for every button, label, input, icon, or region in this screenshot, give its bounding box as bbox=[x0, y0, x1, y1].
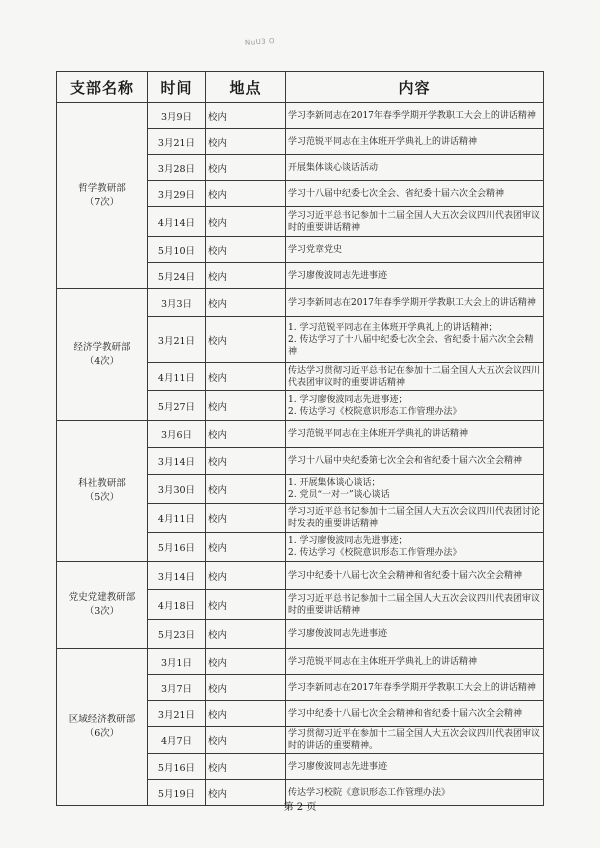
time-cell: 3月14日 bbox=[148, 448, 206, 475]
time-cell: 3月21日 bbox=[148, 129, 206, 155]
table-row bbox=[57, 103, 544, 129]
department-cell bbox=[57, 421, 148, 562]
content-cell bbox=[286, 155, 544, 181]
time-cell: 4月11日 bbox=[148, 504, 206, 533]
content-line: 学习党章党史 bbox=[288, 244, 343, 255]
place-cell: 校内 bbox=[206, 675, 286, 701]
place-cell: 校内 bbox=[206, 562, 286, 590]
content-cell bbox=[286, 754, 544, 780]
content-cell bbox=[286, 590, 544, 620]
content-cell bbox=[286, 475, 544, 504]
content-cell bbox=[286, 448, 544, 475]
department-count: （7次） bbox=[84, 196, 120, 208]
content-cell bbox=[286, 421, 544, 448]
content-line: 学习贯彻习近平在参加十二届全国人大五次会议四川代表团审议时的讲话的重要精神。 bbox=[288, 729, 541, 751]
department-count: （4次） bbox=[84, 355, 120, 367]
department-name: 科社教研部 bbox=[78, 478, 126, 489]
content-line: 学习廖俊波同志先进事迹 bbox=[288, 270, 388, 281]
place-cell: 校内 bbox=[206, 701, 286, 727]
place-cell: 校内 bbox=[206, 263, 286, 289]
content-line: 1. 开展集体谈心谈话； bbox=[288, 478, 381, 488]
place-cell: 校内 bbox=[206, 317, 286, 363]
place-cell: 校内 bbox=[206, 754, 286, 780]
content-line: 2. 传达学习《校院意识形态工作管理办法》 bbox=[288, 406, 462, 417]
time-cell: 5月16日 bbox=[148, 754, 206, 780]
time-cell: 4月11日 bbox=[148, 363, 206, 391]
content-cell bbox=[286, 289, 544, 317]
time-cell: 3月30日 bbox=[148, 475, 206, 504]
content-line: 学习范锐平同志在主体班开学典礼上的讲话精神 bbox=[288, 136, 478, 147]
time-cell: 3月1日 bbox=[148, 649, 206, 675]
content-cell bbox=[286, 237, 544, 263]
department-count: （5次） bbox=[84, 492, 120, 503]
department-name: 区域经济教研部 bbox=[68, 714, 136, 725]
content-line: 2. 传达学习了十八届中纪委七次全会、省纪委十届六次全会精神 bbox=[288, 334, 534, 357]
table-row bbox=[57, 649, 544, 675]
place-cell: 校内 bbox=[206, 207, 286, 237]
content-line: 传达学习校院《意识形态工作管理办法》 bbox=[288, 787, 451, 798]
table-row bbox=[57, 289, 544, 317]
time-cell: 3月9日 bbox=[148, 103, 206, 129]
time-cell: 3月21日 bbox=[148, 317, 206, 363]
content-cell bbox=[286, 129, 544, 155]
place-cell: 校内 bbox=[206, 181, 286, 207]
place-cell: 校内 bbox=[206, 421, 286, 448]
content-cell bbox=[286, 533, 544, 562]
department-name: 党史党建教研部 bbox=[68, 592, 136, 603]
page-number: 第 2 页 bbox=[283, 802, 317, 813]
place-cell: 校内 bbox=[206, 649, 286, 675]
content-cell bbox=[286, 504, 544, 533]
margin-scribble: NuU3 O bbox=[244, 36, 276, 48]
content-line: 学习习近平总书记参加十二届全国人大五次会议四川代表团讨论时发表的重要讲话精神 bbox=[288, 507, 541, 529]
content-line: 2. 党员“一对一”谈心谈话 bbox=[288, 490, 390, 500]
time-cell: 5月27日 bbox=[148, 391, 206, 421]
place-cell: 校内 bbox=[206, 129, 286, 155]
content-cell bbox=[286, 317, 544, 363]
department-cell bbox=[57, 289, 148, 421]
table-body bbox=[57, 103, 544, 806]
department-count: （6次） bbox=[84, 728, 120, 739]
content-line: 学习廖俊波同志先进事迹 bbox=[288, 629, 388, 639]
content-cell bbox=[286, 649, 544, 675]
content-cell bbox=[286, 181, 544, 207]
content-cell bbox=[286, 363, 544, 391]
content-line: 传达学习贯彻习近平总书记在参加十二届全国人大五次会议四川代表团审议时的重要讲话精神 bbox=[288, 365, 541, 388]
place-cell: 校内 bbox=[206, 237, 286, 263]
time-cell: 3月29日 bbox=[148, 181, 206, 207]
time-cell: 5月16日 bbox=[148, 533, 206, 562]
header-content: 内容 bbox=[286, 72, 544, 103]
department-name: 哲学教研部 bbox=[78, 182, 126, 194]
content-line: 学习十八届中纪委七次全会、省纪委十届六次全会精神 bbox=[288, 188, 505, 199]
content-line: 学习习近平总书记参加十二届全国人大五次会议四川代表团审议时的重要讲话精神 bbox=[288, 593, 541, 616]
place-cell: 校内 bbox=[206, 289, 286, 317]
place-cell: 校内 bbox=[206, 155, 286, 181]
content-cell bbox=[286, 727, 544, 754]
header-department: 支部名称 bbox=[57, 72, 148, 103]
content-line: 学习习近平总书记参加十二届全国人大五次会议四川代表团审议时的重要讲话精神 bbox=[288, 210, 541, 233]
content-cell bbox=[286, 263, 544, 289]
content-cell bbox=[286, 675, 544, 701]
content-cell bbox=[286, 701, 544, 727]
time-cell: 3月21日 bbox=[148, 701, 206, 727]
time-cell: 5月23日 bbox=[148, 620, 206, 649]
place-cell: 校内 bbox=[206, 448, 286, 475]
place-cell: 校内 bbox=[206, 620, 286, 649]
place-cell: 校内 bbox=[206, 103, 286, 129]
time-cell: 3月28日 bbox=[148, 155, 206, 181]
place-cell: 校内 bbox=[206, 504, 286, 533]
header-place: 地点 bbox=[206, 72, 286, 103]
content-line: 学习李新同志在2017年春季学期开学教职工大会上的讲话精神 bbox=[288, 297, 536, 308]
content-cell bbox=[286, 620, 544, 649]
content-line: 学习李新同志在2017年春季学期开学教职工大会上的讲话精神 bbox=[288, 110, 536, 121]
place-cell: 校内 bbox=[206, 727, 286, 754]
content-line: 1. 学习廖俊波同志先进事迹； bbox=[288, 536, 408, 546]
place-cell: 校内 bbox=[206, 363, 286, 391]
content-line: 2. 传达学习《校院意识形态工作管理办法》 bbox=[288, 548, 462, 558]
department-cell bbox=[57, 649, 148, 806]
time-cell: 3月3日 bbox=[148, 289, 206, 317]
time-cell: 4月14日 bbox=[148, 207, 206, 237]
time-cell: 4月18日 bbox=[148, 590, 206, 620]
place-cell: 校内 bbox=[206, 780, 286, 806]
department-cell bbox=[57, 103, 148, 289]
time-cell: 5月10日 bbox=[148, 237, 206, 263]
time-cell: 5月24日 bbox=[148, 263, 206, 289]
department-cell bbox=[57, 562, 148, 649]
content-line: 学习中纪委十八届七次全会精神和省纪委十届六次全会精神 bbox=[288, 708, 523, 719]
content-line: 学习李新同志在2017年春季学期开学教职工大会上的讲话精神 bbox=[288, 682, 536, 693]
content-line: 开展集体谈心谈话活动 bbox=[288, 162, 379, 173]
content-line: 学习范锐平同志在主体班开学典礼的讲话精神 bbox=[288, 429, 469, 439]
time-cell: 5月19日 bbox=[148, 780, 206, 806]
content-cell bbox=[286, 391, 544, 421]
department-count: （3次） bbox=[84, 606, 120, 617]
activity-schedule-table bbox=[56, 71, 544, 806]
time-cell: 3月6日 bbox=[148, 421, 206, 448]
content-line: 学习中纪委十八届七次全会精神和省纪委十届六次全会精神 bbox=[288, 570, 523, 581]
time-cell: 3月7日 bbox=[148, 675, 206, 701]
header-time: 时间 bbox=[148, 72, 206, 103]
content-cell bbox=[286, 207, 544, 237]
content-line: 学习范锐平同志在主体班开学典礼上的讲话精神 bbox=[288, 656, 478, 667]
content-line: 1. 学习廖俊波同志先进事迹； bbox=[288, 394, 408, 405]
content-line: 1. 学习范锐平同志在主体班开学典礼上的讲话精神； bbox=[288, 322, 498, 333]
place-cell: 校内 bbox=[206, 590, 286, 620]
table-row bbox=[57, 421, 544, 448]
content-line: 学习廖俊波同志先进事迹 bbox=[288, 761, 388, 772]
content-line: 学习十八届中央纪委第七次全会和省纪委十届六次全会精神 bbox=[288, 456, 523, 466]
content-cell bbox=[286, 103, 544, 129]
place-cell: 校内 bbox=[206, 391, 286, 421]
content-cell bbox=[286, 562, 544, 590]
time-cell: 3月14日 bbox=[148, 562, 206, 590]
department-name: 经济学教研部 bbox=[73, 341, 131, 353]
place-cell: 校内 bbox=[206, 475, 286, 504]
table-row bbox=[57, 562, 544, 590]
place-cell: 校内 bbox=[206, 533, 286, 562]
time-cell: 4月7日 bbox=[148, 727, 206, 754]
header-row bbox=[57, 72, 544, 103]
